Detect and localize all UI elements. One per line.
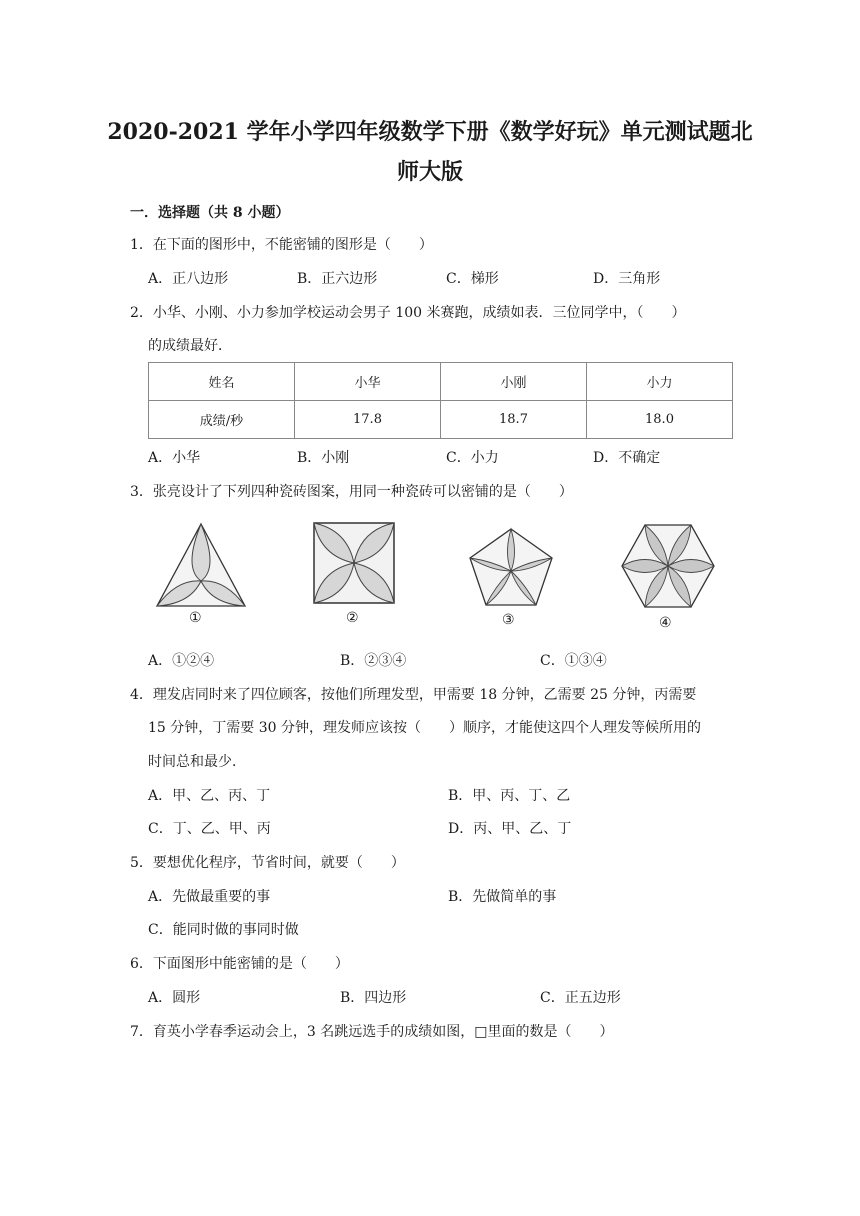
q2-option-a: A．小华 xyxy=(148,450,201,466)
q2-option-b: B．小刚 xyxy=(297,450,350,466)
page-title-line-1: 2020-2021 学年小学四年级数学下册《数学好玩》单元测试题北 xyxy=(107,119,753,145)
q6-option-b: B．四边形 xyxy=(340,990,407,1006)
question-2-stem-2: 的成绩最好． xyxy=(148,338,232,354)
question-6-stem: 6．下面图形中能密铺的是（ ） xyxy=(130,956,349,972)
table-cell: 姓名 xyxy=(149,363,295,401)
table-row xyxy=(149,401,733,439)
q5-option-c: C．能同时做的事同时做 xyxy=(148,922,299,938)
figure-label-2: ② xyxy=(346,610,359,626)
question-1-stem: 1．在下面的图形中，不能密铺的图形是（ ） xyxy=(130,237,433,253)
question-5-stem: 5．要想优化程序，节省时间，就要（ ） xyxy=(130,855,405,871)
square-petal-tile-icon xyxy=(311,520,397,606)
q3-option-b: B．②③④ xyxy=(340,653,407,669)
q4-option-b: B．甲、丙、丁、乙 xyxy=(448,788,571,804)
table-cell: 17.8 xyxy=(295,401,441,439)
q4-option-c: C．丁、乙、甲、丙 xyxy=(148,821,271,837)
q6-option-a: A．圆形 xyxy=(148,990,201,1006)
table-cell: 小力 xyxy=(587,363,733,401)
q1-option-d: D．三角形 xyxy=(593,271,661,287)
q1-option-a: A．正八边形 xyxy=(148,271,229,287)
q2-option-d: D．不确定 xyxy=(593,450,661,466)
hexagon-petal-tile-icon xyxy=(619,521,717,611)
pentagon-petal-tile-icon xyxy=(466,525,556,609)
question-7-stem: 7．育英小学春季运动会上，3 名跳远选手的成绩如图，□里面的数是（ ） xyxy=(130,1024,614,1040)
page-title-line-2: 师大版 xyxy=(396,159,463,185)
table-cell: 小刚 xyxy=(441,363,587,401)
table-cell: 小华 xyxy=(295,363,441,401)
tile-figure-2 xyxy=(311,520,397,606)
section-heading: 一．选择题（共 8 小题） xyxy=(130,205,290,221)
q5-option-a: A．先做最重要的事 xyxy=(148,889,271,905)
q1-option-b: B．正六边形 xyxy=(297,271,378,287)
tile-figure-3 xyxy=(466,525,556,609)
question-2-stem-1: 2．小华、小刚、小力参加学校运动会男子 100 米赛跑，成绩如表．三位同学中，（ ） xyxy=(130,305,686,321)
table-cell: 18.0 xyxy=(587,401,733,439)
q4-option-d: D．丙、甲、乙、丁 xyxy=(448,821,572,837)
question-3-stem: 3．张亮设计了下列四种瓷砖图案，用同一种瓷砖可以密铺的是（ ） xyxy=(130,484,573,500)
q6-option-c: C．正五边形 xyxy=(540,990,621,1006)
tile-figure-4 xyxy=(619,521,717,611)
question-4-stem-3: 时间总和最少． xyxy=(148,754,246,770)
q5-option-b: B．先做简单的事 xyxy=(448,889,557,905)
figure-label-1: ① xyxy=(189,610,202,626)
score-table xyxy=(148,362,733,439)
table-cell: 成绩/秒 xyxy=(149,401,295,439)
question-4-stem-1: 4．理发店同时来了四位顾客，按他们所理发型，甲需要 18 分钟，乙需要 25 分钟，丙需要 xyxy=(130,687,697,703)
figure-label-4: ④ xyxy=(659,615,672,631)
q1-option-c: C．梯形 xyxy=(446,271,499,287)
q4-option-a: A．甲、乙、丙、丁 xyxy=(148,788,271,804)
table-header-row xyxy=(149,363,733,401)
q3-option-c: C．①③④ xyxy=(540,653,607,669)
table-cell: 18.7 xyxy=(441,401,587,439)
q2-option-c: C．小力 xyxy=(446,450,499,466)
question-4-stem-2: 15 分钟，丁需要 30 分钟，理发师应该按（ ）顺序，才能使这四个人理发等候所用的 xyxy=(148,720,701,736)
figure-label-3: ③ xyxy=(502,612,515,628)
q3-option-a: A．①②④ xyxy=(148,653,215,669)
